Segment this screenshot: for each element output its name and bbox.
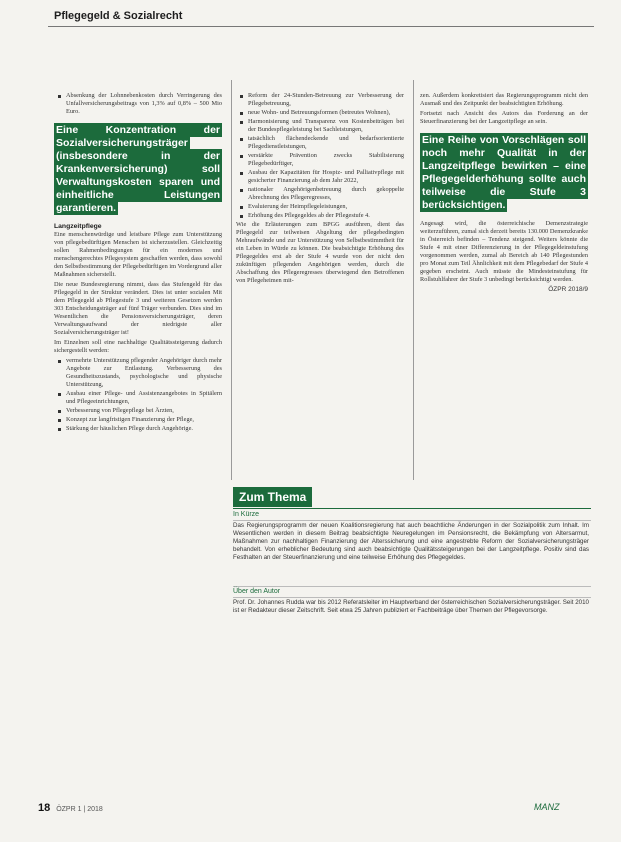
column-2 xyxy=(236,92,404,287)
list-item: Erhöhung des Pflegegeldes ab der Pflegestufe 4. xyxy=(248,212,404,220)
box-subheading: In Kürze xyxy=(233,511,260,518)
list-item: neue Wohn- und Betreuungsformen (betreutes Wohnen), xyxy=(248,109,404,117)
list-item: Konzept zur langfristigen Finanzierung der Pflege, xyxy=(66,416,222,424)
list-item: Evaluierung der Heimpflegeleistungen, xyxy=(248,203,404,211)
bullet-list xyxy=(54,357,222,433)
column-3 xyxy=(420,92,588,294)
box-rule xyxy=(233,508,591,509)
paragraph: Angesagt wird, die österreichische Demenzstrategie weiterzuführen, zumal sich derzeit bereits 130.000 Demenzkranke in Österreich befinden – Tendenz steigend. Weiters könnte die Stufe 4 mit einer Differenzierung in der Pflegegeldeinstufung vorgenommen werden, zumal ab Bereich ab 140 Pflegestunden pro Monat zum Teil Ähnlichkeit mit dem Pflegebedarf der Stufe 4 gegeben erscheint. Auch müsste die Mindesteinstufung für Rollstuhlfahrer der Stufe 3 unbedingt berücksichtigt werden. xyxy=(420,220,588,283)
paragraph: Fortsetzt nach Ansicht des Autors das Forderung an der Steuerfinanzierung bei der Langzeitpflege an sein. xyxy=(420,110,588,125)
list-item: vermehrte Unterstützung pflegender Angehöriger durch mehr Angebote zur Entlastung. Verbesserung des Gesundheitszustands, psychologische und physische Unterstützung, xyxy=(66,357,222,388)
page-number: 18 xyxy=(38,802,51,814)
paragraph: zen. Außerdem konkretisiert das Regierungsprogramm nicht den Ausmaß und des Zeitpunkt der beabsichtigten Erhöhung. xyxy=(420,92,588,107)
summary-text: Das Regierungsprogramm der neuen Koalitionsregierung hat auch beachtliche Änderungen in der Sozialpolitik zum Inhalt. Im Wesentlichen werden in diesem Beitrag beabsichtigte Neuregelungen im Pensionsrecht, die Bekämpfung von Altersarmut, Maßnahmen zur nachhaltigen Finanzierung der Alterssicherung und eine angestrebte Reform der Sozialversicherungsträger behandelt. Von erheblicher Bedeutung sind auch beabsichtigte Qualitätssteigerungen bei der Langzeitpflege. Positiv sind das Festhalten an der Steuerfinanzierung und eine teilweise Erhöhung des Pflegegeldes. xyxy=(233,522,589,561)
publisher-logo: MANZ xyxy=(534,802,560,812)
pull-quote xyxy=(420,134,588,212)
list-item: Absenkung der Lohnnebenkosten durch Verringerung des Unfallversicherungsbeitrags von 1,3% auf 0,8% – 500 Mio Euro. xyxy=(66,92,222,115)
column-1 xyxy=(54,92,222,434)
list-item: Verbesserung von Pflegepflege bei Ärzten, xyxy=(66,407,222,415)
box-subheading: Über den Autor xyxy=(233,588,281,595)
pull-quote xyxy=(54,124,222,215)
list-item: Ausbau einer Pflege- und Assistenzangebotes in Spitälern und Pflegeeinrichtungen, xyxy=(66,390,222,405)
list-item: Stärkung der häuslichen Pflege durch Angehörige. xyxy=(66,425,222,433)
list-item: Reform der 24-Stunden-Betreuung zur Verbesserung der Pflegebetreuung, xyxy=(248,92,404,107)
subheading: Langzeitpflege xyxy=(54,223,102,230)
column-divider xyxy=(413,80,414,480)
paragraph: Die neue Bundesregierung nimmt, dass das Stufengeld für das Pflegegeld in der Struktur verändert. Dies ist unter sozialen Mit dem Pflegegeld ab Pflegestufe 3 und weiteren Gesetzen werden 303 Entscheidungsträger auf fünf Träger verbunden. Dies sind im Wesentlichen die Pensionsversicherungsträger, deren Verwaltungsaufwand der niedrigste aller Sozialversicherungsträger ist! xyxy=(54,281,222,336)
box-title: Zum Thema xyxy=(233,487,312,507)
list-item: tatsächlich flächendeckende und bedarfsorientierte Pflegedienstleistungen, xyxy=(248,135,404,150)
bullet-list xyxy=(236,92,404,220)
paragraph: Wie die Erläuterungen zum BPGG ausführen, dient das Pflegegeld zur teilweisen Abgeltung der pflegebedingten Mehraufwände und zur Unterstützung von Selbstbestimmtheit für ein Leben in Würde zu können. Die beabsichtigte Erhöhung des Pflegegeldes erst ab der Stufe 4 wurde von der nicht den zukünftigen pflegenden Angehörigen werden, durch die Abschaffung des Pflegeregresses überwiegend den Betroffenen von Pflegeheimen mit- xyxy=(236,221,404,284)
footer xyxy=(38,802,103,814)
author-text: Prof. Dr. Johannes Rudda war bis 2012 Referatsleiter im Hauptverband der österreichischen Sozialversicherungsträger. Seit 2010 ist er Redakteur dieser Zeitschrift. Seit etwa 25 Jahren publiziert er Fachbeiträge über Themen der Pflegevorsorge. xyxy=(233,599,589,614)
box-rule xyxy=(233,520,591,521)
source-reference: ÖZPR 2018/9 xyxy=(548,286,588,293)
pull-quote-text: Eine Konzentration der Sozialversicherungsträger (insbesondere in der Krankenversicherung) soll Verwaltungskosten sparen und einheitliche Leistungen garantieren. xyxy=(56,124,220,214)
list-item: verstärkte Prävention zwecks Stabilisierung Pflegebedürftiger, xyxy=(248,152,404,167)
header-rule xyxy=(48,26,594,27)
box-rule xyxy=(233,586,591,587)
paragraph: Eine menschenwürdige und leistbare Pflege zum Unterstützung von pflegebedürftigen Menschen ist sicherzustellen. Gleichzeitig sollen Rahmenbedingungen für ein modernes und menschengerechtes Pflegesystem geschaffen werden, dass sowohl den Selbstbestimmung der Pflegebedürftigen im Vordergrund aller Maßnahmen sicherstellt. xyxy=(54,231,222,278)
column-divider xyxy=(231,80,232,480)
box-rule xyxy=(233,597,591,598)
list-item: nationaler Angehörigenbetreuung durch gekoppelte Abrechnung des Pflegeregresses, xyxy=(248,186,404,201)
pull-quote-text: Eine Reihe von Vorschlägen soll noch mehr Qualität in der Langzeitpflege bewirken – eine Pflegegelderhöhung sollte auch teilweise die Stufe 3 berücksichtigen. xyxy=(422,134,586,211)
list-item: Ausbau der Kapazitäten für Hospiz- und Palliativpflege mit gesicherter Finanzierung ab dem Jahr 2022, xyxy=(248,169,404,184)
paragraph: Im Einzelnen soll eine nachhaltige Qualitätssteigerung dadurch sichergestellt werden: xyxy=(54,339,222,354)
list-item: Harmonisierung und Transparenz von Kostenbeiträgen bei der Bundespflegeleistung bei Sachleistungen, xyxy=(248,118,404,133)
bullet-list xyxy=(54,92,222,116)
section-title: Pflegegeld & Sozialrecht xyxy=(54,10,183,22)
issue-info: ÖZPR 1 | 2018 xyxy=(56,806,103,813)
